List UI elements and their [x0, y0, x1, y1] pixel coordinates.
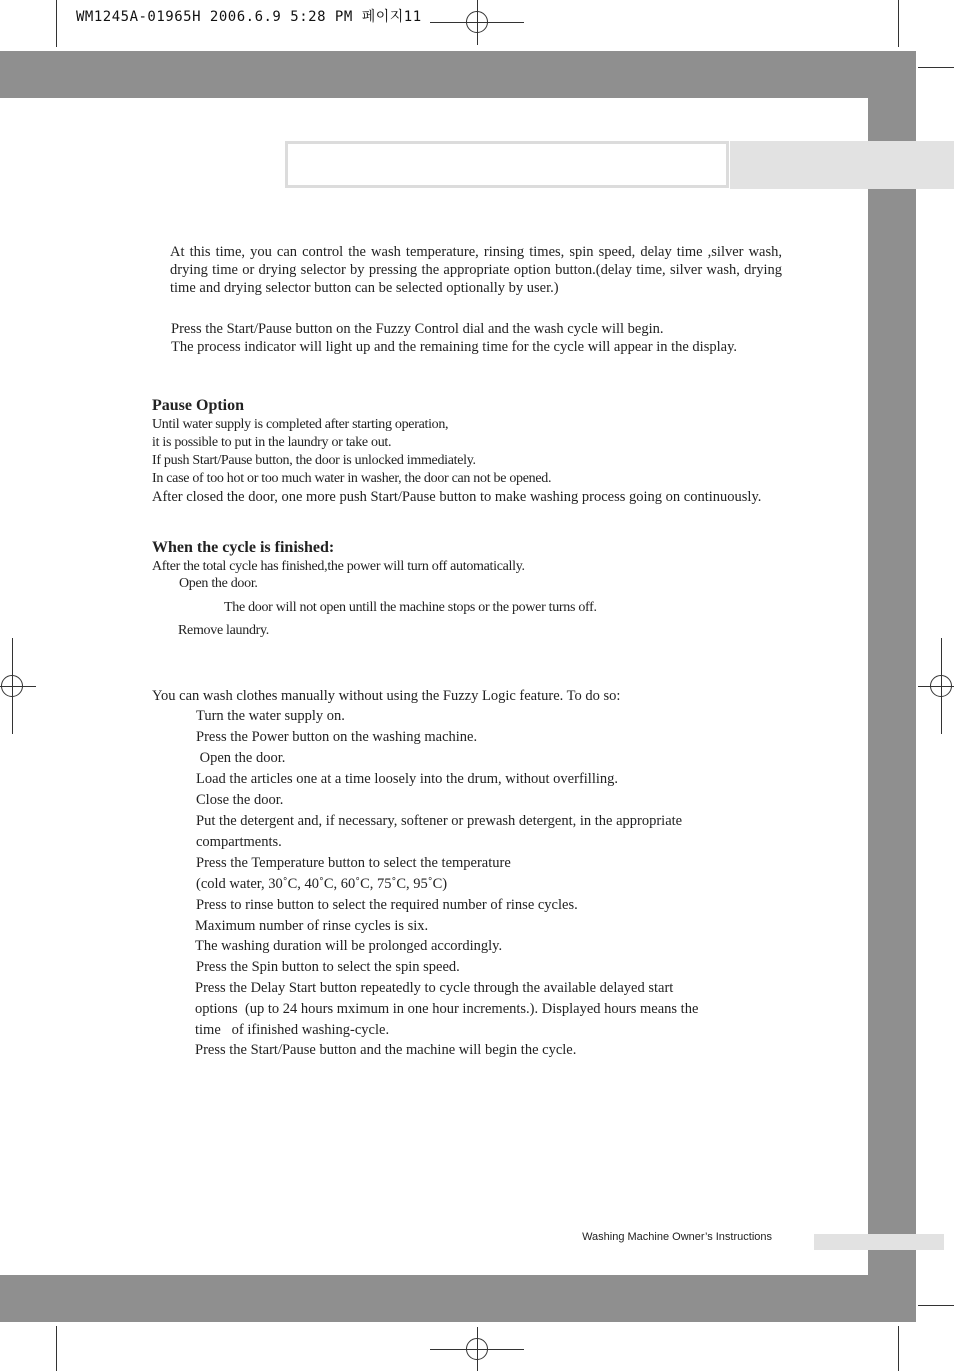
- manual-wash-step: Press the Temperature button to select the temperature: [196, 855, 511, 871]
- pause-option-heading: Pause Option: [152, 397, 245, 414]
- side-bar: [868, 98, 916, 1275]
- manual-wash-step: Put the detergent and, if necessary, softener or prewash detergent, in the appropriate: [196, 813, 683, 829]
- top-band: [0, 51, 916, 98]
- print-header: WM1245A-01965H 2006.6.9 5:28 PM 페이지11: [76, 9, 422, 25]
- manual-wash-step: Turn the water supply on.: [196, 708, 345, 724]
- footer-caption: Washing Machine Owner’s Instructions: [582, 1231, 772, 1243]
- footer-page-tab: [814, 1234, 944, 1250]
- cycle-finished-note: The door will not open untill the machine stops or the power turns off.: [224, 600, 597, 615]
- manual-wash-step: options (up to 24 hours mximum in one hour increments.). Displayed hours means the: [195, 1001, 699, 1017]
- manual-wash-step: time of ifinished washing-cycle.: [195, 1022, 390, 1038]
- pause-option-line: it is possible to put in the laundry or take out.: [152, 435, 392, 450]
- manual-wash-step: Press the Delay Start button repeatedly to cycle through the available delayed start: [195, 980, 674, 996]
- crop-mark: [918, 1305, 954, 1306]
- crop-mark: [898, 0, 899, 47]
- crop-mark: [56, 1326, 57, 1371]
- section-title-box: [285, 141, 729, 188]
- manual-wash-step: The washing duration will be prolonged accordingly.: [195, 938, 503, 954]
- manual-wash-step: Press the Power button on the washing machine.: [196, 729, 478, 745]
- manual-wash-step: Press to rinse button to select the required number of rinse cycles.: [196, 897, 578, 913]
- registration-mark-circle: [466, 1338, 488, 1360]
- cycle-finished-step: Remove laundry.: [178, 623, 270, 638]
- section-title-tab: [730, 141, 954, 189]
- pause-option-line: If push Start/Pause button, the door is unlocked immediately.: [152, 453, 476, 468]
- crop-mark: [898, 1326, 899, 1371]
- cycle-finished-heading: When the cycle is finished:: [152, 539, 335, 556]
- manual-wash-step: Open the door.: [196, 750, 286, 766]
- pause-option-line: Until water supply is completed after starting operation,: [152, 417, 449, 432]
- manual-wash-step: Close the door.: [196, 792, 284, 808]
- manual-wash-step: compartments.: [196, 834, 282, 850]
- pause-option-line: In case of too hot or too much water in washer, the door can not be opened.: [152, 471, 552, 486]
- bottom-band: [0, 1275, 916, 1322]
- manual-wash-step: Maximum number of rinse cycles is six.: [195, 918, 429, 934]
- manual-wash-step: Press the Start/Pause button and the machine will begin the cycle.: [195, 1042, 577, 1058]
- intro-paragraph: The process indicator will light up and the remaining time for the cycle will appear in the display.: [171, 339, 738, 355]
- intro-paragraph: At this time, you can control the wash temperature, rinsing times, spin speed, delay time ,silver wash, drying time or drying selector by pressing the appropriate option button.(delay time, silver wash, drying time and drying selector button can be selected optionally by user.): [170, 244, 782, 296]
- crop-mark: [918, 67, 954, 68]
- pause-option-paragraph: After closed the door, one more push Start/Pause button to make washing process going on continuously.: [152, 489, 762, 505]
- registration-mark-circle: [466, 11, 488, 33]
- crop-mark: [56, 0, 57, 47]
- manual-wash-step: (cold water, 30˚C, 40˚C, 60˚C, 75˚C, 95˚C): [196, 876, 448, 892]
- manual-wash-step: Load the articles one at a time loosely into the drum, without overfilling.: [196, 771, 619, 787]
- manual-wash-intro: You can wash clothes manually without using the Fuzzy Logic feature. To do so:: [152, 688, 621, 704]
- intro-line: Press the Start/Pause button on the Fuzzy Control dial and the wash cycle will begin.: [171, 321, 664, 337]
- cycle-finished-section: [152, 538, 783, 576]
- pause-option-section: [152, 396, 783, 506]
- cycle-finished-step: Open the door.: [179, 576, 258, 591]
- cycle-finished-line: After the total cycle has finished,the power will turn off automatically.: [152, 559, 525, 574]
- registration-mark-circle: [930, 675, 952, 697]
- registration-mark-circle: [1, 675, 23, 697]
- manual-wash-step: Press the Spin button to select the spin speed.: [196, 959, 460, 975]
